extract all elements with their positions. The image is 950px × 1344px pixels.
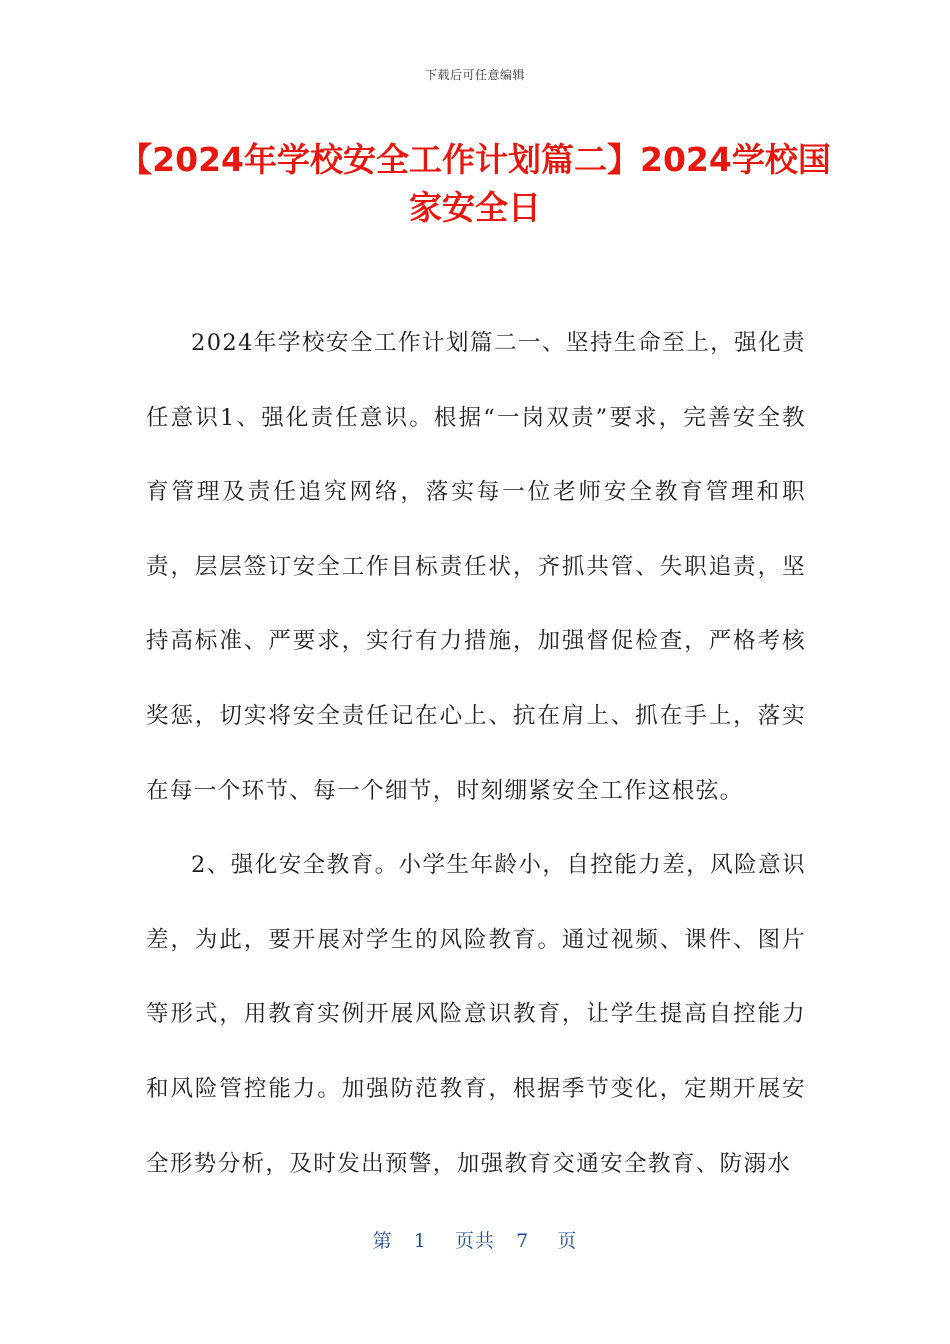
total-pages-number: 7 bbox=[516, 1230, 530, 1252]
document-title: 【2024年学校安全工作计划篇二】2024学校国家安全日 bbox=[119, 140, 831, 227]
current-page-number: 1 bbox=[413, 1230, 427, 1252]
paragraph-1: 2024年学校安全工作计划篇二一、坚持生命至上，强化责任意识1、强化责任意识。根据“一岗双责”要求，完善安全教育管理及责任追究网络，落实每一位老师安全教育管理和职责，层层签订安全工作目标责任状，齐抓共管、失职追责，坚持高标准、严要求，实行有力措施，加强督促检查，严格考核奖惩，切实将安全责任记在心上、抗在肩上、抓在手上，落实在每一个环节、每一个细节，时刻绷紧安全工作这根弦。 bbox=[146, 330, 806, 804]
footer-mid: 页共 bbox=[454, 1230, 495, 1252]
document-body bbox=[146, 306, 806, 1201]
footer-prefix: 第 bbox=[372, 1230, 393, 1252]
paragraph-2: 2、强化安全教育。小学生年龄小，自控能力差，风险意识差，为此，要开展对学生的风险教育。通过视频、课件、图片等形式，用教育实例开展风险意识教育，让学生提高自控能力和风险管控能力。加强防范教育，根据季节变化，定期开展安全形势分析，及时发出预警，加强教育交通安全教育、防溺水 bbox=[146, 852, 806, 1177]
page-footer bbox=[0, 1226, 950, 1253]
download-note: 下载后可任意编辑 bbox=[424, 68, 525, 82]
footer-suffix: 页 bbox=[557, 1230, 578, 1252]
